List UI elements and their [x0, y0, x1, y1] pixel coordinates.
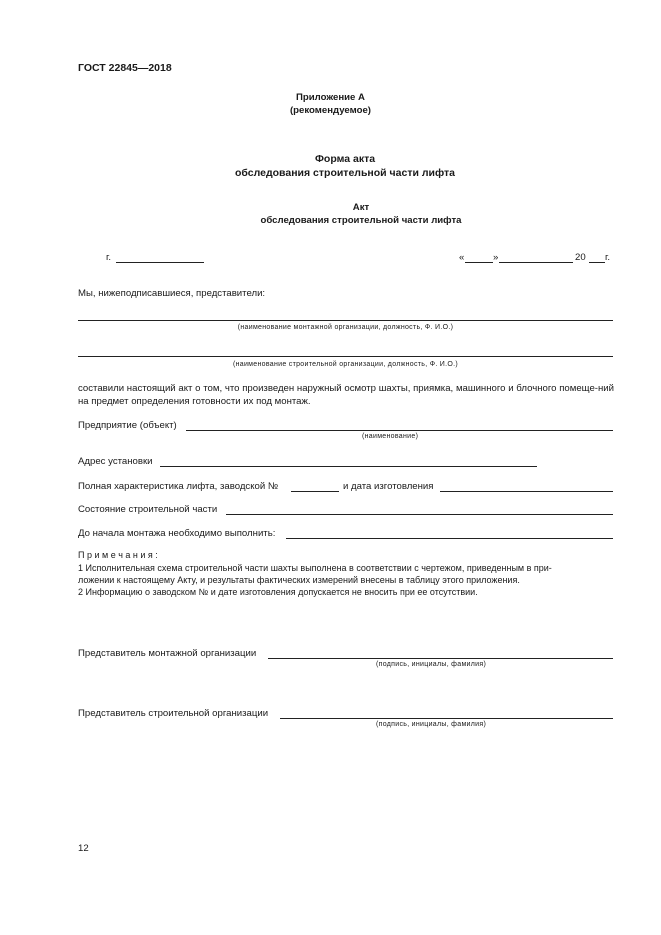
notes-heading: П р и м е ч а н и я : — [78, 550, 158, 560]
characteristic-label: Полная характеристика лифта, заводской № — [78, 481, 279, 492]
appendix-subtitle: (рекомендуемое) — [289, 105, 371, 116]
construction-signature-caption: (подпись, инициалы, фамилия) — [376, 721, 487, 728]
manufacture-date-field[interactable] — [440, 491, 613, 492]
manufacture-date-label: и дата изготовления — [343, 481, 434, 492]
appendix-title: Приложение А — [296, 92, 365, 103]
day-field[interactable] — [465, 262, 493, 263]
form-title-line2: обследования строительной части лифта — [235, 167, 455, 179]
act-subtitle: обследования строительной части лифта — [260, 215, 462, 226]
year-prefix: 20 — [575, 252, 586, 263]
todo-label: До начала монтажа необходимо выполнить: — [78, 528, 276, 539]
mounting-signature-caption: (подпись, инициалы, фамилия) — [376, 661, 487, 668]
mounting-signature-label: Представитель монтажной организации — [78, 648, 257, 659]
note-2: 2 Информацию о заводском № и дате изготовления допускается не вносить при ее отсутствии. — [78, 587, 478, 597]
page-number: 12 — [78, 843, 89, 854]
standard-number: ГОСТ 22845—2018 — [78, 62, 172, 74]
year-field[interactable] — [589, 262, 605, 263]
enterprise-label: Предприятие (объект) — [78, 420, 177, 431]
intro-text: Мы, нижеподписавшиеся, представители: — [78, 288, 266, 299]
month-field[interactable] — [499, 262, 573, 263]
construction-signature-field[interactable] — [280, 718, 613, 719]
body-paragraph: составили настоящий акт о том, что произведен наружный осмотр шахты, приямка, машинного и блочного помеще-ний на предмет определения готовности их под монтаж. — [78, 383, 614, 407]
date-close-quote: » — [493, 252, 499, 263]
city-prefix: г. — [106, 252, 111, 263]
form-title-line1: Форма акта — [314, 153, 376, 165]
act-title: Акт — [352, 202, 370, 213]
construction-org-caption: (наименование строительной организации, должность, Ф. И.О.) — [232, 361, 459, 368]
city-field[interactable] — [116, 262, 204, 263]
mounting-signature-field[interactable] — [268, 658, 613, 659]
condition-label: Состояние строительной части — [78, 504, 218, 515]
mounting-org-field[interactable] — [78, 320, 613, 321]
address-field[interactable] — [160, 466, 537, 467]
note-1-line1: 1 Исполнительная схема строительной части шахты выполнена в соответствии с чертежом, приведенным в при- — [78, 563, 552, 573]
condition-field[interactable] — [226, 514, 613, 515]
year-suffix: г. — [605, 252, 610, 263]
todo-field[interactable] — [286, 538, 613, 539]
construction-signature-label: Представитель строительной организации — [78, 708, 269, 719]
date-open-quote: « — [459, 252, 465, 263]
enterprise-field[interactable] — [186, 430, 613, 431]
mounting-org-caption: (наименование монтажной организации, должность, Ф. И.О.) — [237, 324, 454, 331]
construction-org-field[interactable] — [78, 356, 613, 357]
note-1-line2: ложении к настоящему Акту, и результаты фактических измерений внесены в таблицу этого приложения. — [78, 575, 520, 585]
address-label: Адрес установки — [78, 456, 153, 467]
enterprise-caption: (наименование) — [362, 433, 419, 440]
serial-number-field[interactable] — [291, 491, 339, 492]
